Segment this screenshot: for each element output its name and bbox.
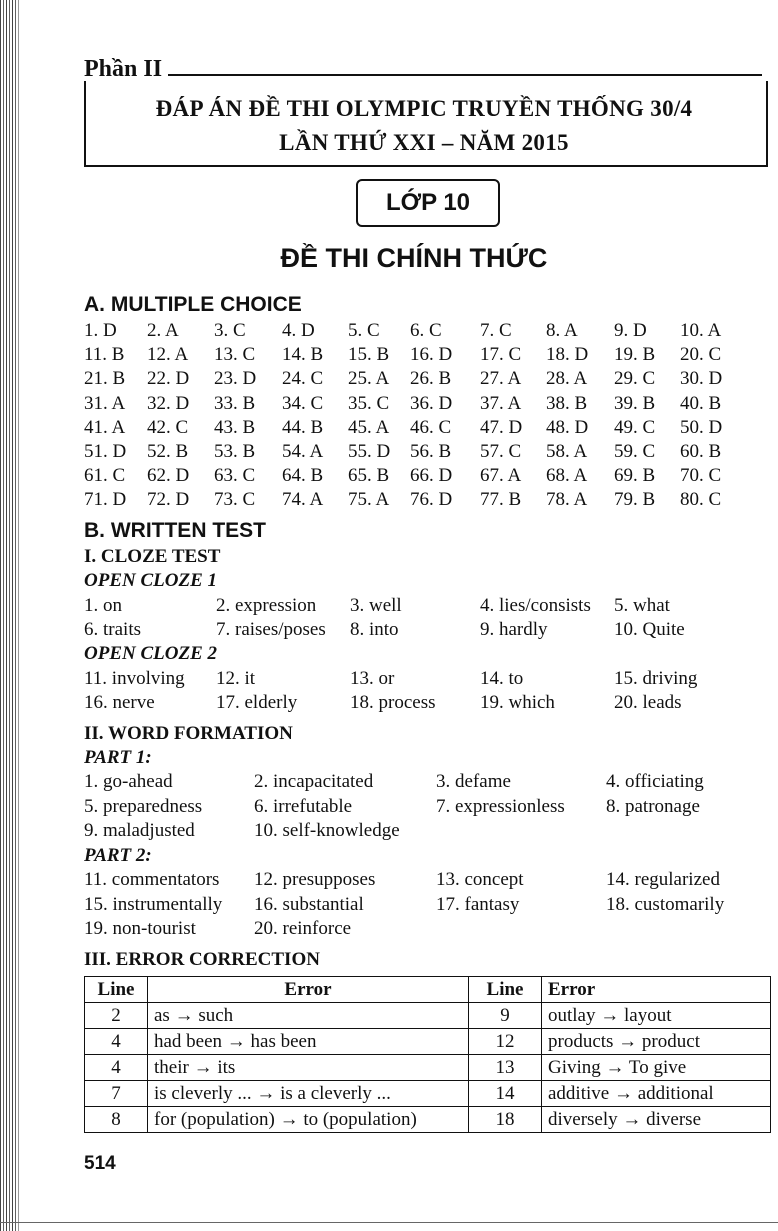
header-error-1: Error: [148, 977, 469, 1003]
answer-item: 13. concept: [436, 869, 524, 890]
book-binding-edge: [0, 0, 16, 1231]
error-correction-table: [84, 976, 771, 1133]
answer-item: 63. C: [214, 465, 256, 487]
answer-item: 24. C: [282, 368, 324, 390]
line-number-cell: 4: [85, 1029, 148, 1055]
answer-item: 39. B: [614, 392, 656, 414]
answer-item: 21. B: [84, 368, 126, 390]
answer-item: 37. A: [480, 392, 522, 414]
line-number-cell: 2: [85, 1003, 148, 1029]
table-row: [85, 1055, 771, 1081]
answer-item: 73. C: [214, 489, 256, 511]
answer-item: 25. A: [348, 368, 390, 390]
answer-item: 61. C: [84, 465, 126, 487]
answer-item: 72. D: [147, 489, 190, 511]
answer-item: 1. go-ahead: [84, 771, 173, 792]
answer-item: 36. D: [410, 392, 453, 414]
answer-item: 8. into: [350, 619, 399, 640]
answer-item: 6. traits: [84, 619, 141, 640]
title-line-2: LẦN THỨ XXI – NĂM 2015: [279, 130, 569, 155]
error-cell: for (population) → to (population): [148, 1107, 469, 1133]
answer-item: 9. D: [614, 320, 647, 341]
header-line-1: Line: [85, 977, 148, 1003]
answer-item: 9. maladjusted: [84, 820, 195, 841]
grade-box: LỚP 10: [356, 179, 500, 227]
answer-item: 65. B: [348, 465, 390, 487]
header-line-2: Line: [469, 977, 542, 1003]
answer-item: 76. D: [410, 489, 453, 511]
answer-item: 48. D: [546, 416, 589, 438]
answer-item: 18. process: [350, 692, 436, 713]
error-cell: their → its: [148, 1055, 469, 1081]
error-cell: outlay → layout: [542, 1003, 771, 1029]
answer-item: 28. A: [546, 368, 588, 390]
answer-item: 14. B: [282, 344, 324, 366]
answer-item: 11. involving: [84, 668, 185, 689]
line-number-cell: 13: [469, 1055, 542, 1081]
answer-item: 19. which: [480, 692, 555, 713]
answer-item: 66. D: [410, 465, 453, 487]
line-number-cell: 8: [85, 1107, 148, 1133]
answer-item: 56. B: [410, 441, 452, 462]
answer-item: 57. C: [480, 441, 522, 462]
answer-item: 8. A: [546, 320, 578, 341]
answer-item: 20. C: [680, 344, 722, 366]
table-row: [85, 1029, 771, 1055]
answer-item: 43. B: [214, 416, 256, 438]
section-a-title: A. MULTIPLE CHOICE: [84, 293, 302, 316]
answer-item: 6. irrefutable: [254, 795, 353, 817]
answer-item: 14. regularized: [606, 869, 720, 890]
answer-item: 33. B: [214, 392, 256, 414]
table-row: [85, 1107, 771, 1133]
answer-item: 18. D: [546, 344, 589, 366]
line-number-cell: 7: [85, 1081, 148, 1107]
answer-item: 17. elderly: [216, 692, 298, 713]
line-number-cell: 14: [469, 1081, 542, 1107]
answer-item: 41. A: [84, 416, 126, 438]
answer-item: 20. reinforce: [254, 918, 352, 939]
error-cell: as → such: [148, 1003, 469, 1029]
answer-item: 19. non-tourist: [84, 918, 196, 939]
answer-item: 64. B: [282, 465, 324, 487]
word-formation-title: II. WORD FORMATION: [84, 723, 293, 744]
error-cell: diversely → diverse: [542, 1107, 771, 1133]
table-row: [85, 1003, 771, 1029]
answer-item: 16. substantial: [254, 893, 364, 915]
answer-item: 52. B: [147, 441, 189, 462]
error-cell: had been → has been: [148, 1029, 469, 1055]
table-row: [85, 1081, 771, 1107]
answer-item: 27. A: [480, 368, 522, 390]
answer-item: 12. it: [216, 668, 256, 689]
answer-item: 26. B: [410, 368, 452, 390]
answer-item: 45. A: [348, 416, 390, 438]
answer-item: 32. D: [147, 392, 190, 414]
answer-item: 2. incapacitated: [254, 771, 374, 792]
answer-item: 70. C: [680, 465, 722, 487]
answer-item: 9. hardly: [480, 619, 548, 640]
answer-item: 40. B: [680, 392, 722, 414]
answer-item: 10. self-knowledge: [254, 820, 400, 841]
answer-item: 53. B: [214, 441, 256, 462]
line-number-cell: 9: [469, 1003, 542, 1029]
answer-item: 29. C: [614, 368, 656, 390]
answer-item: 13. or: [350, 668, 395, 689]
answer-item: 11. commentators: [84, 869, 220, 890]
answer-item: 16. D: [410, 344, 453, 366]
answer-item: 7. C: [480, 320, 512, 341]
part-2-title: PART 2:: [84, 845, 152, 866]
answer-item: 51. D: [84, 441, 127, 462]
answer-item: 58. A: [546, 441, 588, 462]
answer-item: 74. A: [282, 489, 324, 511]
answer-item: 1. on: [84, 595, 122, 616]
answer-item: 35. C: [348, 392, 390, 414]
answer-item: 22. D: [147, 368, 190, 390]
answer-item: 69. B: [614, 465, 656, 487]
answer-item: 49. C: [614, 416, 656, 438]
binding-line: [18, 0, 19, 1231]
part-label: Phần II: [84, 56, 163, 82]
answer-item: 60. B: [680, 441, 722, 462]
answer-item: 46. C: [410, 416, 452, 438]
answer-item: 16. nerve: [84, 692, 155, 713]
answer-item: 11. B: [84, 344, 125, 366]
section-b-title: B. WRITTEN TEST: [84, 519, 266, 542]
answer-item: 68. A: [546, 465, 588, 487]
table-header-row: [85, 977, 771, 1003]
answer-item: 75. A: [348, 489, 390, 511]
answer-item: 13. C: [214, 344, 256, 366]
open-cloze-1-title: OPEN CLOZE 1: [84, 570, 217, 591]
answer-item: 10. A: [680, 320, 722, 341]
answer-item: 18. customarily: [606, 893, 725, 915]
answer-item: 38. B: [546, 392, 588, 414]
answer-item: 10. Quite: [614, 619, 685, 640]
error-cell: additive → additional: [542, 1081, 771, 1107]
exam-title: ĐỀ THI CHÍNH THỨC: [280, 243, 548, 273]
answer-item: 78. A: [546, 489, 588, 511]
answer-item: 34. C: [282, 392, 324, 414]
error-cell: Giving → To give: [542, 1055, 771, 1081]
answer-item: 15. B: [348, 344, 390, 366]
answer-item: 4. D: [282, 320, 315, 341]
answer-item: 5. preparedness: [84, 795, 203, 817]
answer-item: 17. fantasy: [436, 893, 520, 915]
answer-item: 6. C: [410, 320, 442, 341]
answer-item: 59. C: [614, 441, 656, 462]
answer-item: 15. instrumentally: [84, 893, 223, 915]
answer-item: 71. D: [84, 489, 127, 511]
answer-item: 8. patronage: [606, 795, 700, 817]
answer-item: 14. to: [480, 668, 524, 689]
answer-item: 1. D: [84, 320, 117, 341]
answer-item: 12. presupposes: [254, 869, 376, 890]
answer-item: 54. A: [282, 441, 324, 462]
page-number: 514: [84, 1153, 116, 1174]
line-number-cell: 4: [85, 1055, 148, 1081]
answer-item: 55. D: [348, 441, 391, 462]
answer-item: 67. A: [480, 465, 522, 487]
error-cell: is cleverly ... → is a cleverly ...: [148, 1081, 469, 1107]
title-line-1: ĐÁP ÁN ĐỀ THI OLYMPIC TRUYỀN THỐNG 30/4: [155, 96, 693, 121]
answer-item: 80. C: [680, 489, 722, 511]
part-rule: [168, 74, 762, 76]
answer-item: 15. driving: [614, 668, 698, 689]
header-error-2: Error: [542, 977, 771, 1003]
bottom-rule: [0, 1222, 778, 1223]
answer-item: 12. A: [147, 344, 189, 366]
line-number-cell: 18: [469, 1107, 542, 1133]
answer-item: 4. lies/consists: [480, 595, 591, 616]
cloze-test-title: I. CLOZE TEST: [84, 546, 221, 567]
answer-item: 47. D: [480, 416, 523, 438]
answer-item: 77. B: [480, 489, 522, 511]
part-1-title: PART 1:: [84, 747, 152, 768]
answer-item: 42. C: [147, 416, 189, 438]
answer-item: 7. expressionless: [436, 795, 565, 817]
error-cell: products → product: [542, 1029, 771, 1055]
answer-item: 50. D: [680, 416, 723, 438]
answer-item: 19. B: [614, 344, 656, 366]
answer-item: 23. D: [214, 368, 257, 390]
error-correction-title: III. ERROR CORRECTION: [84, 949, 320, 970]
answer-item: 5. C: [348, 320, 380, 341]
answer-item: 31. A: [84, 392, 126, 414]
answer-item: 3. defame: [436, 771, 511, 792]
answer-item: 62. D: [147, 465, 190, 487]
open-cloze-2-title: OPEN CLOZE 2: [84, 643, 217, 664]
answer-item: 17. C: [480, 344, 522, 366]
answer-item: 2. A: [147, 320, 179, 341]
answer-item: 79. B: [614, 489, 656, 511]
line-number-cell: 12: [469, 1029, 542, 1055]
answer-item: 2. expression: [216, 595, 317, 616]
answer-item: 44. B: [282, 416, 324, 438]
answer-item: 3. C: [214, 320, 246, 341]
answer-item: 7. raises/poses: [216, 619, 326, 640]
answer-item: 3. well: [350, 595, 402, 616]
answer-item: 4. officiating: [606, 771, 704, 792]
answer-item: 5. what: [614, 595, 670, 616]
answer-item: 20. leads: [614, 692, 682, 713]
answer-item: 30. D: [680, 368, 723, 390]
